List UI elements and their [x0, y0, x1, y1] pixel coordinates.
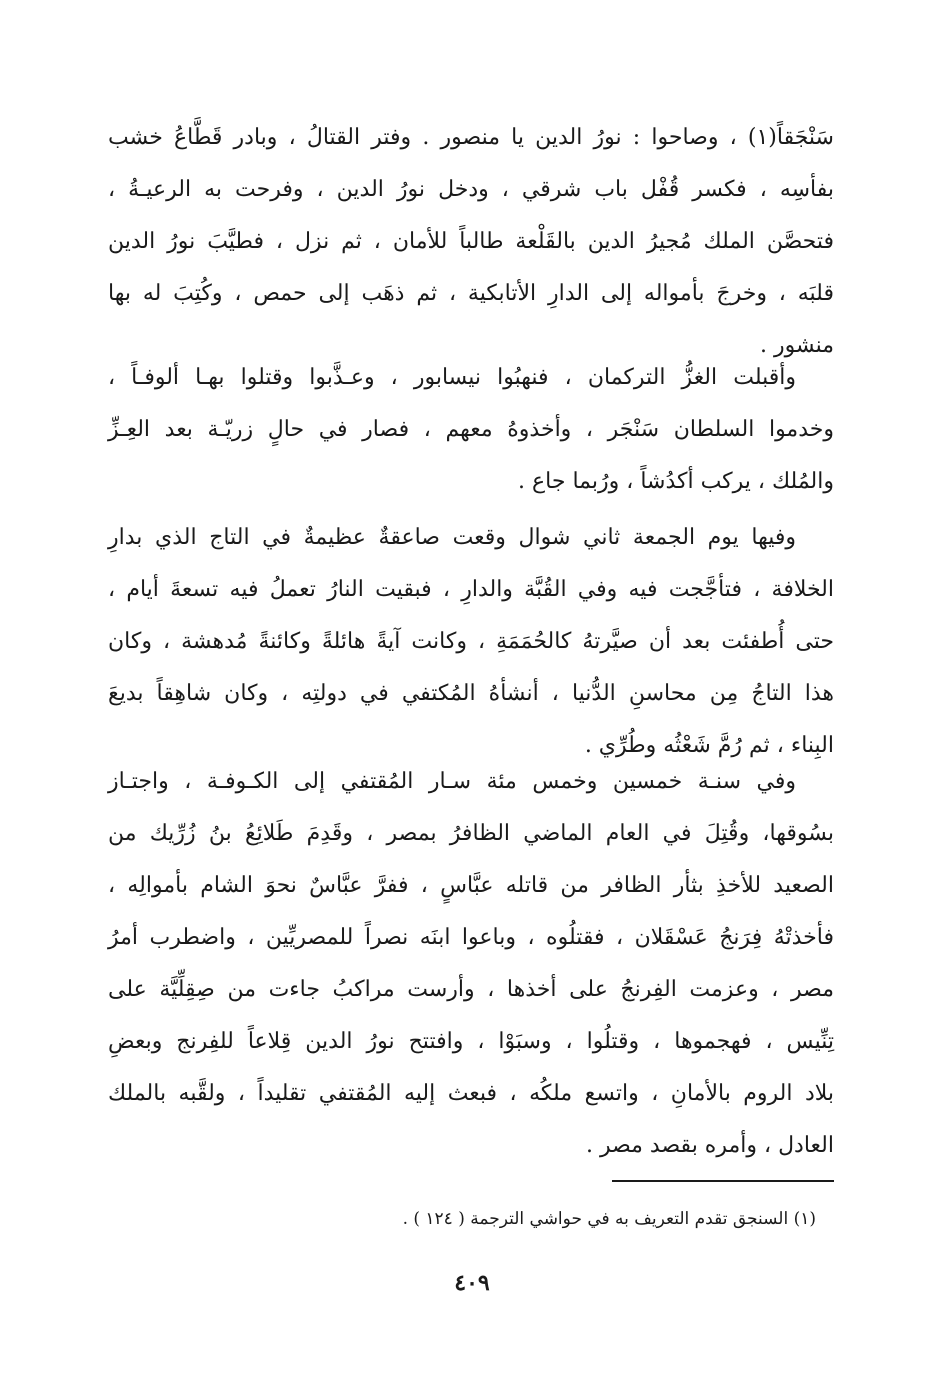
paragraph-line: هذا التاجُ مِن محاسنِ الدُّنيا ، أنشأهُ المُكتفي في دولتِه ، وكان شاهِقاً بديعَ [108, 681, 835, 706]
paragraph-line: قلبَه ، وخرجَ بأمواله إلى الدارِ الأتابكية ، ثم ذهَب إلى حمص ، وكُتِبَ له بها [108, 281, 834, 306]
paragraph-line: البِناء ، ثم رُمَّ شَعْثُه وطُرِّي . [584, 733, 834, 758]
paragraph-line: فأخذتْهُ فِرَنجُ عَسْقَلان ، فقتلُوه ، وباعوا ابنَه نصراً للمصريِّين ، واضطرب أمرُ [108, 925, 834, 950]
paragraph-4 [108, 756, 834, 1172]
paragraph-1 [108, 112, 834, 372]
paragraph-line: بفأسِه ، فكسر قُفْل باب شرقي ، ودخل نورُ الدين ، وفرحت به الرعيـةُ ، [108, 177, 834, 202]
paragraph-line: منشور . [759, 333, 834, 358]
paragraph-line: وأقبلت الغزُّ التركمان ، فنهبُوا نيسابور ، وعـذَّبوا وقتلوا بهـا ألوفـاً ، [108, 365, 796, 390]
paragraph-line: الصعيد للأخذِ بثأر الظافر من قاتله عبَّاسٍ ، ففرَّ عبَّاسٌ نحوَ الشام بأموالِه ، [108, 873, 834, 898]
paragraph-line: حتى أُطفئت بعد أن صيَّرتهُ كالحُمَمَةِ ، وكانت آيةً هائلةً وكائنةً مُدهشة ، وكان [108, 629, 834, 654]
paragraph-line: سَنْجَقاً(١) ، وصاحوا : نورُ الدين يا منصور . وفتر القتالُ ، وبادر قَطَّاعُ خشب [108, 125, 834, 150]
paragraph-line: وخدموا السلطان سَنْجَر ، وأخذوهُ معهم ، فصار في حالٍ زريّـة بعد العِـزِّ [108, 417, 834, 442]
paragraph-3 [108, 512, 834, 772]
footnote: (١) السنجق تقدم التعريف به في حواشي الترجمة ( ١٢٤ ) . [402, 1209, 816, 1229]
paragraph-line: الخلافة ، فتأجَّجت فيه وفي القُبَّة والدارِ ، فبقيت النارُ تعملُ فيه تسعةَ أيام ، [108, 577, 834, 602]
paragraph-line: وفيها يوم الجمعة ثاني شوال وقعت صاعقةٌ عظيمةٌ في التاج الذي بدارِ [108, 525, 796, 550]
paragraph-line: فتحصَّن الملك مُجيرُ الدين بالقَلْعة طالباً للأمان ، ثم نزل ، فطيَّبَ نورُ الدين [108, 229, 834, 254]
paragraph-line: والمُلك ، يركب أكدُشاً ، ورُبما جاع . [518, 469, 834, 494]
paragraph-line: بسُوقها، وقُتِلَ في العام الماضي الظافرُ بمصر ، وقَدِمَ طَلائِعُ بنُ زُرِّيك من [108, 821, 834, 846]
paragraph-line: مصر ، وعزمت الفِرنجُ على أخذها ، وأرست مراكبُ جاءت من صِقِلِّيَّة على [108, 977, 834, 1002]
page-number: ٤٠٩ [454, 1270, 490, 1296]
paragraph-2 [108, 352, 834, 508]
footnote-separator [612, 1180, 834, 1182]
paragraph-line: العادل ، وأمره بقصد مصر . [585, 1133, 834, 1158]
paragraph-line: تِنِّيس ، فهجموها ، وقتلُوا ، وسبَوْا ، وافتتح نورُ الدين قِلاعاً للفِرنج وبعضِ [108, 1029, 834, 1054]
paragraph-line: بلاد الروم بالأمانِ ، واتسع ملكُه ، فبعث إليه المُقتفي تقليداً ، ولقَّبه بالملك [108, 1081, 834, 1106]
paragraph-line: وفي سنـة خمسين وخمس مئة سـار المُقتفي إلى الكـوفـة ، واجتـاز [108, 769, 796, 794]
